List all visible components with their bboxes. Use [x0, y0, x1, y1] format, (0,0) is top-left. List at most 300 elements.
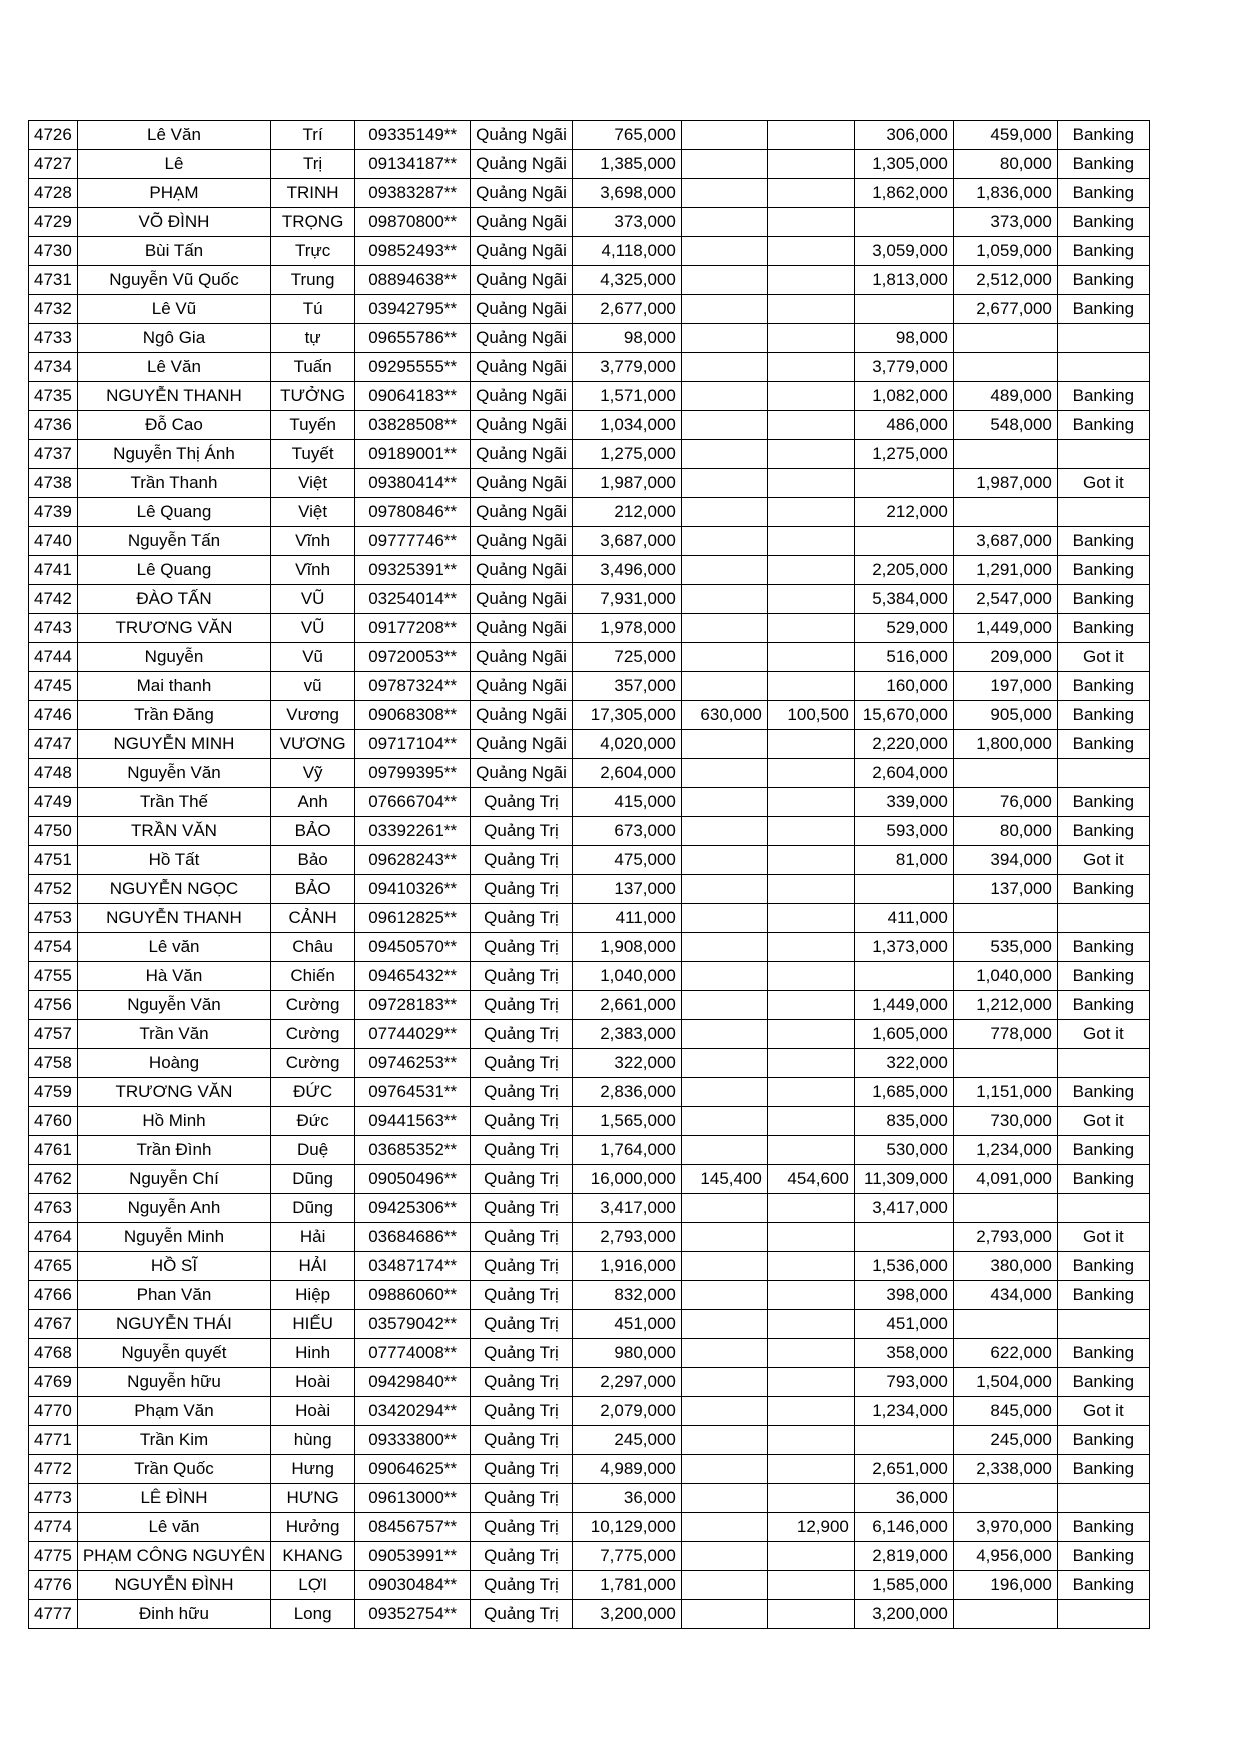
fee-amount-cell: [767, 875, 854, 904]
phone-number-cell: 07666704**: [355, 788, 471, 817]
province-cell: Quảng Trị: [471, 1542, 573, 1571]
first-name-cell: Châu: [271, 933, 355, 962]
last-name-cell: ĐÀO TẤN: [77, 585, 270, 614]
paid-amount-cell: 793,000: [854, 1368, 953, 1397]
deduction-amount-cell: [681, 556, 767, 585]
paid-amount-cell: 98,000: [854, 324, 953, 353]
row-number-cell: 4754: [29, 933, 78, 962]
first-name-cell: Vĩnh: [271, 527, 355, 556]
remaining-amount-cell: [953, 353, 1057, 382]
deduction-amount-cell: [681, 150, 767, 179]
phone-number-cell: 09068308**: [355, 701, 471, 730]
payment-method-cell: Banking: [1057, 1252, 1149, 1281]
phone-number-cell: 03828508**: [355, 411, 471, 440]
remaining-amount-cell: 459,000: [953, 121, 1057, 150]
fee-amount-cell: [767, 556, 854, 585]
deduction-amount-cell: [681, 1310, 767, 1339]
paid-amount-cell: 5,384,000: [854, 585, 953, 614]
table-row: [29, 788, 1150, 817]
total-amount-cell: 36,000: [572, 1484, 681, 1513]
paid-amount-cell: 339,000: [854, 788, 953, 817]
fee-amount-cell: [767, 759, 854, 788]
payment-method-cell: Banking: [1057, 614, 1149, 643]
fee-amount-cell: [767, 1252, 854, 1281]
remaining-amount-cell: 1,836,000: [953, 179, 1057, 208]
last-name-cell: PHẠM CÔNG NGUYÊN: [77, 1542, 270, 1571]
remaining-amount-cell: 1,449,000: [953, 614, 1057, 643]
last-name-cell: TRƯƠNG VĂN: [77, 614, 270, 643]
phone-number-cell: 09870800**: [355, 208, 471, 237]
row-number-cell: 4734: [29, 353, 78, 382]
first-name-cell: Tuyến: [271, 411, 355, 440]
province-cell: Quảng Ngãi: [471, 730, 573, 759]
last-name-cell: Đinh hữu: [77, 1600, 270, 1629]
phone-number-cell: 07744029**: [355, 1020, 471, 1049]
remaining-amount-cell: 2,512,000: [953, 266, 1057, 295]
total-amount-cell: 3,417,000: [572, 1194, 681, 1223]
payment-method-cell: Banking: [1057, 875, 1149, 904]
paid-amount-cell: 3,059,000: [854, 237, 953, 266]
fee-amount-cell: 100,500: [767, 701, 854, 730]
deduction-amount-cell: [681, 1397, 767, 1426]
table-row: [29, 672, 1150, 701]
paid-amount-cell: 1,862,000: [854, 179, 953, 208]
fee-amount-cell: [767, 904, 854, 933]
payment-method-cell: [1057, 1194, 1149, 1223]
table-row: [29, 1252, 1150, 1281]
row-number-cell: 4763: [29, 1194, 78, 1223]
row-number-cell: 4776: [29, 1571, 78, 1600]
province-cell: Quảng Trị: [471, 846, 573, 875]
province-cell: Quảng Ngãi: [471, 324, 573, 353]
paid-amount-cell: 398,000: [854, 1281, 953, 1310]
phone-number-cell: 09410326**: [355, 875, 471, 904]
phone-number-cell: 09852493**: [355, 237, 471, 266]
table-row: [29, 469, 1150, 498]
phone-number-cell: 03579042**: [355, 1310, 471, 1339]
row-number-cell: 4726: [29, 121, 78, 150]
payment-method-cell: Banking: [1057, 150, 1149, 179]
phone-number-cell: 09746253**: [355, 1049, 471, 1078]
table-row: [29, 237, 1150, 266]
total-amount-cell: 980,000: [572, 1339, 681, 1368]
paid-amount-cell: [854, 527, 953, 556]
last-name-cell: Lê: [77, 150, 270, 179]
table-row: [29, 1136, 1150, 1165]
fee-amount-cell: [767, 585, 854, 614]
first-name-cell: Đức: [271, 1107, 355, 1136]
fee-amount-cell: [767, 1049, 854, 1078]
last-name-cell: Phan Văn: [77, 1281, 270, 1310]
remaining-amount-cell: 1,059,000: [953, 237, 1057, 266]
province-cell: Quảng Ngãi: [471, 527, 573, 556]
fee-amount-cell: [767, 121, 854, 150]
table-body: [29, 121, 1150, 1629]
table-row: [29, 150, 1150, 179]
remaining-amount-cell: 1,212,000: [953, 991, 1057, 1020]
last-name-cell: Hồ Minh: [77, 1107, 270, 1136]
total-amount-cell: 373,000: [572, 208, 681, 237]
deduction-amount-cell: [681, 1484, 767, 1513]
fee-amount-cell: [767, 788, 854, 817]
first-name-cell: Tuyết: [271, 440, 355, 469]
last-name-cell: Hoàng: [77, 1049, 270, 1078]
last-name-cell: Ngô Gia: [77, 324, 270, 353]
first-name-cell: Vương: [271, 701, 355, 730]
remaining-amount-cell: 1,800,000: [953, 730, 1057, 759]
row-number-cell: 4742: [29, 585, 78, 614]
remaining-amount-cell: [953, 440, 1057, 469]
remaining-amount-cell: 489,000: [953, 382, 1057, 411]
last-name-cell: Nguyễn Thị Ánh: [77, 440, 270, 469]
fee-amount-cell: [767, 672, 854, 701]
first-name-cell: Cường: [271, 1049, 355, 1078]
remaining-amount-cell: 1,987,000: [953, 469, 1057, 498]
phone-number-cell: 09628243**: [355, 846, 471, 875]
phone-number-cell: 09295555**: [355, 353, 471, 382]
total-amount-cell: 98,000: [572, 324, 681, 353]
total-amount-cell: 1,764,000: [572, 1136, 681, 1165]
last-name-cell: Bùi Tấn: [77, 237, 270, 266]
payment-method-cell: Banking: [1057, 788, 1149, 817]
row-number-cell: 4757: [29, 1020, 78, 1049]
first-name-cell: Tú: [271, 295, 355, 324]
deduction-amount-cell: [681, 875, 767, 904]
province-cell: Quảng Ngãi: [471, 498, 573, 527]
row-number-cell: 4755: [29, 962, 78, 991]
remaining-amount-cell: 197,000: [953, 672, 1057, 701]
phone-number-cell: 03685352**: [355, 1136, 471, 1165]
phone-number-cell: 09325391**: [355, 556, 471, 585]
remaining-amount-cell: [953, 1194, 1057, 1223]
remaining-amount-cell: 1,234,000: [953, 1136, 1057, 1165]
row-number-cell: 4746: [29, 701, 78, 730]
last-name-cell: Trần Văn: [77, 1020, 270, 1049]
remaining-amount-cell: [953, 904, 1057, 933]
paid-amount-cell: 3,200,000: [854, 1600, 953, 1629]
phone-number-cell: 09177208**: [355, 614, 471, 643]
total-amount-cell: 475,000: [572, 846, 681, 875]
total-amount-cell: 7,931,000: [572, 585, 681, 614]
last-name-cell: Trần Thế: [77, 788, 270, 817]
phone-number-cell: 09189001**: [355, 440, 471, 469]
deduction-amount-cell: [681, 1223, 767, 1252]
province-cell: Quảng Ngãi: [471, 150, 573, 179]
payment-method-cell: Banking: [1057, 672, 1149, 701]
table-row: [29, 556, 1150, 585]
row-number-cell: 4736: [29, 411, 78, 440]
payment-method-cell: Banking: [1057, 382, 1149, 411]
row-number-cell: 4768: [29, 1339, 78, 1368]
paid-amount-cell: [854, 962, 953, 991]
table-row: [29, 1426, 1150, 1455]
first-name-cell: Cường: [271, 1020, 355, 1049]
deduction-amount-cell: [681, 411, 767, 440]
fee-amount-cell: [767, 1223, 854, 1252]
remaining-amount-cell: 245,000: [953, 1426, 1057, 1455]
fee-amount-cell: [767, 324, 854, 353]
payment-method-cell: Banking: [1057, 701, 1149, 730]
row-number-cell: 4751: [29, 846, 78, 875]
row-number-cell: 4759: [29, 1078, 78, 1107]
last-name-cell: Nguyễn Văn: [77, 991, 270, 1020]
province-cell: Quảng Trị: [471, 962, 573, 991]
province-cell: Quảng Trị: [471, 1513, 573, 1542]
paid-amount-cell: 1,605,000: [854, 1020, 953, 1049]
province-cell: Quảng Ngãi: [471, 759, 573, 788]
payment-method-cell: Banking: [1057, 208, 1149, 237]
province-cell: Quảng Ngãi: [471, 643, 573, 672]
remaining-amount-cell: 622,000: [953, 1339, 1057, 1368]
paid-amount-cell: 1,373,000: [854, 933, 953, 962]
payment-method-cell: Banking: [1057, 527, 1149, 556]
total-amount-cell: 451,000: [572, 1310, 681, 1339]
remaining-amount-cell: 2,547,000: [953, 585, 1057, 614]
total-amount-cell: 673,000: [572, 817, 681, 846]
paid-amount-cell: 1,585,000: [854, 1571, 953, 1600]
fee-amount-cell: [767, 962, 854, 991]
province-cell: Quảng Trị: [471, 904, 573, 933]
phone-number-cell: 09886060**: [355, 1281, 471, 1310]
deduction-amount-cell: [681, 324, 767, 353]
table-row: [29, 179, 1150, 208]
total-amount-cell: 3,687,000: [572, 527, 681, 556]
total-amount-cell: 357,000: [572, 672, 681, 701]
table-row: [29, 1513, 1150, 1542]
deduction-amount-cell: [681, 353, 767, 382]
row-number-cell: 4761: [29, 1136, 78, 1165]
table-row: [29, 208, 1150, 237]
table-row: [29, 1020, 1150, 1049]
last-name-cell: Trần Quốc: [77, 1455, 270, 1484]
fee-amount-cell: [767, 179, 854, 208]
last-name-cell: Nguyễn Chí: [77, 1165, 270, 1194]
payment-table: [28, 120, 1150, 1629]
payment-method-cell: Got it: [1057, 1223, 1149, 1252]
payment-method-cell: Banking: [1057, 295, 1149, 324]
payment-method-cell: Banking: [1057, 1136, 1149, 1165]
remaining-amount-cell: 778,000: [953, 1020, 1057, 1049]
phone-number-cell: 03420294**: [355, 1397, 471, 1426]
province-cell: Quảng Ngãi: [471, 556, 573, 585]
phone-number-cell: 09612825**: [355, 904, 471, 933]
table-row: [29, 324, 1150, 353]
province-cell: Quảng Trị: [471, 1600, 573, 1629]
province-cell: Quảng Trị: [471, 1078, 573, 1107]
row-number-cell: 4731: [29, 266, 78, 295]
first-name-cell: TRỌNG: [271, 208, 355, 237]
row-number-cell: 4745: [29, 672, 78, 701]
remaining-amount-cell: [953, 1310, 1057, 1339]
fee-amount-cell: [767, 1107, 854, 1136]
phone-number-cell: 09383287**: [355, 179, 471, 208]
remaining-amount-cell: 394,000: [953, 846, 1057, 875]
province-cell: Quảng Ngãi: [471, 614, 573, 643]
total-amount-cell: 1,040,000: [572, 962, 681, 991]
province-cell: Quảng Ngãi: [471, 672, 573, 701]
table-row: [29, 817, 1150, 846]
deduction-amount-cell: [681, 295, 767, 324]
first-name-cell: VŨ: [271, 614, 355, 643]
row-number-cell: 4729: [29, 208, 78, 237]
payment-method-cell: Banking: [1057, 730, 1149, 759]
table-row: [29, 1078, 1150, 1107]
deduction-amount-cell: [681, 962, 767, 991]
row-number-cell: 4773: [29, 1484, 78, 1513]
table-row: [29, 440, 1150, 469]
fee-amount-cell: [767, 1194, 854, 1223]
paid-amount-cell: 3,417,000: [854, 1194, 953, 1223]
payment-method-cell: Banking: [1057, 556, 1149, 585]
fee-amount-cell: [767, 440, 854, 469]
deduction-amount-cell: [681, 440, 767, 469]
last-name-cell: Hồ Tất: [77, 846, 270, 875]
fee-amount-cell: [767, 1136, 854, 1165]
total-amount-cell: 3,496,000: [572, 556, 681, 585]
phone-number-cell: 09053991**: [355, 1542, 471, 1571]
remaining-amount-cell: 845,000: [953, 1397, 1057, 1426]
paid-amount-cell: 358,000: [854, 1339, 953, 1368]
fee-amount-cell: [767, 1310, 854, 1339]
table-row: [29, 585, 1150, 614]
deduction-amount-cell: [681, 1542, 767, 1571]
deduction-amount-cell: [681, 991, 767, 1020]
province-cell: Quảng Trị: [471, 1368, 573, 1397]
first-name-cell: KHANG: [271, 1542, 355, 1571]
deduction-amount-cell: [681, 179, 767, 208]
row-number-cell: 4750: [29, 817, 78, 846]
payment-method-cell: [1057, 904, 1149, 933]
table-row: [29, 498, 1150, 527]
row-number-cell: 4766: [29, 1281, 78, 1310]
paid-amount-cell: 6,146,000: [854, 1513, 953, 1542]
province-cell: Quảng Trị: [471, 1281, 573, 1310]
first-name-cell: BẢO: [271, 817, 355, 846]
first-name-cell: Anh: [271, 788, 355, 817]
total-amount-cell: 1,034,000: [572, 411, 681, 440]
remaining-amount-cell: 2,793,000: [953, 1223, 1057, 1252]
total-amount-cell: 3,698,000: [572, 179, 681, 208]
row-number-cell: 4753: [29, 904, 78, 933]
paid-amount-cell: [854, 295, 953, 324]
first-name-cell: LỢI: [271, 1571, 355, 1600]
payment-method-cell: Banking: [1057, 1455, 1149, 1484]
province-cell: Quảng Trị: [471, 1571, 573, 1600]
fee-amount-cell: [767, 353, 854, 382]
paid-amount-cell: 2,819,000: [854, 1542, 953, 1571]
table-row: [29, 875, 1150, 904]
last-name-cell: Nguyễn: [77, 643, 270, 672]
row-number-cell: 4752: [29, 875, 78, 904]
phone-number-cell: 03487174**: [355, 1252, 471, 1281]
first-name-cell: Hưởng: [271, 1513, 355, 1542]
total-amount-cell: 1,565,000: [572, 1107, 681, 1136]
fee-amount-cell: [767, 1281, 854, 1310]
province-cell: Quảng Trị: [471, 991, 573, 1020]
total-amount-cell: 10,129,000: [572, 1513, 681, 1542]
deduction-amount-cell: [681, 817, 767, 846]
table-row: [29, 1600, 1150, 1629]
deduction-amount-cell: [681, 1455, 767, 1484]
table-row: [29, 1339, 1150, 1368]
fee-amount-cell: [767, 817, 854, 846]
first-name-cell: vũ: [271, 672, 355, 701]
phone-number-cell: 09717104**: [355, 730, 471, 759]
table-row: [29, 1281, 1150, 1310]
last-name-cell: Lê Quang: [77, 556, 270, 585]
payment-method-cell: Got it: [1057, 846, 1149, 875]
deduction-amount-cell: [681, 1513, 767, 1542]
remaining-amount-cell: 3,970,000: [953, 1513, 1057, 1542]
deduction-amount-cell: [681, 672, 767, 701]
last-name-cell: PHẠM: [77, 179, 270, 208]
fee-amount-cell: [767, 527, 854, 556]
first-name-cell: Chiến: [271, 962, 355, 991]
province-cell: Quảng Trị: [471, 1484, 573, 1513]
total-amount-cell: 2,383,000: [572, 1020, 681, 1049]
remaining-amount-cell: 76,000: [953, 788, 1057, 817]
phone-number-cell: 09030484**: [355, 1571, 471, 1600]
fee-amount-cell: [767, 266, 854, 295]
first-name-cell: Trí: [271, 121, 355, 150]
row-number-cell: 4733: [29, 324, 78, 353]
table-row: [29, 1223, 1150, 1252]
paid-amount-cell: [854, 469, 953, 498]
row-number-cell: 4738: [29, 469, 78, 498]
total-amount-cell: 1,275,000: [572, 440, 681, 469]
payment-method-cell: Banking: [1057, 1513, 1149, 1542]
remaining-amount-cell: 535,000: [953, 933, 1057, 962]
remaining-amount-cell: 137,000: [953, 875, 1057, 904]
payment-method-cell: Banking: [1057, 1426, 1149, 1455]
total-amount-cell: 1,571,000: [572, 382, 681, 411]
row-number-cell: 4772: [29, 1455, 78, 1484]
first-name-cell: BẢO: [271, 875, 355, 904]
phone-number-cell: 03392261**: [355, 817, 471, 846]
first-name-cell: HƯNG: [271, 1484, 355, 1513]
paid-amount-cell: 1,275,000: [854, 440, 953, 469]
phone-number-cell: 03254014**: [355, 585, 471, 614]
total-amount-cell: 322,000: [572, 1049, 681, 1078]
remaining-amount-cell: 209,000: [953, 643, 1057, 672]
first-name-cell: Hinh: [271, 1339, 355, 1368]
row-number-cell: 4770: [29, 1397, 78, 1426]
deduction-amount-cell: [681, 1368, 767, 1397]
payment-method-cell: Banking: [1057, 1165, 1149, 1194]
remaining-amount-cell: [953, 1049, 1057, 1078]
table-row: [29, 933, 1150, 962]
total-amount-cell: 4,020,000: [572, 730, 681, 759]
last-name-cell: Lê Quang: [77, 498, 270, 527]
paid-amount-cell: 212,000: [854, 498, 953, 527]
row-number-cell: 4727: [29, 150, 78, 179]
province-cell: Quảng Trị: [471, 1339, 573, 1368]
paid-amount-cell: 1,449,000: [854, 991, 953, 1020]
province-cell: Quảng Trị: [471, 1426, 573, 1455]
paid-amount-cell: 1,082,000: [854, 382, 953, 411]
deduction-amount-cell: 145,400: [681, 1165, 767, 1194]
fee-amount-cell: [767, 933, 854, 962]
deduction-amount-cell: [681, 1426, 767, 1455]
remaining-amount-cell: 1,151,000: [953, 1078, 1057, 1107]
payment-method-cell: Banking: [1057, 1571, 1149, 1600]
deduction-amount-cell: [681, 643, 767, 672]
table-row: [29, 904, 1150, 933]
total-amount-cell: 1,385,000: [572, 150, 681, 179]
phone-number-cell: 09425306**: [355, 1194, 471, 1223]
deduction-amount-cell: [681, 933, 767, 962]
province-cell: Quảng Trị: [471, 1020, 573, 1049]
